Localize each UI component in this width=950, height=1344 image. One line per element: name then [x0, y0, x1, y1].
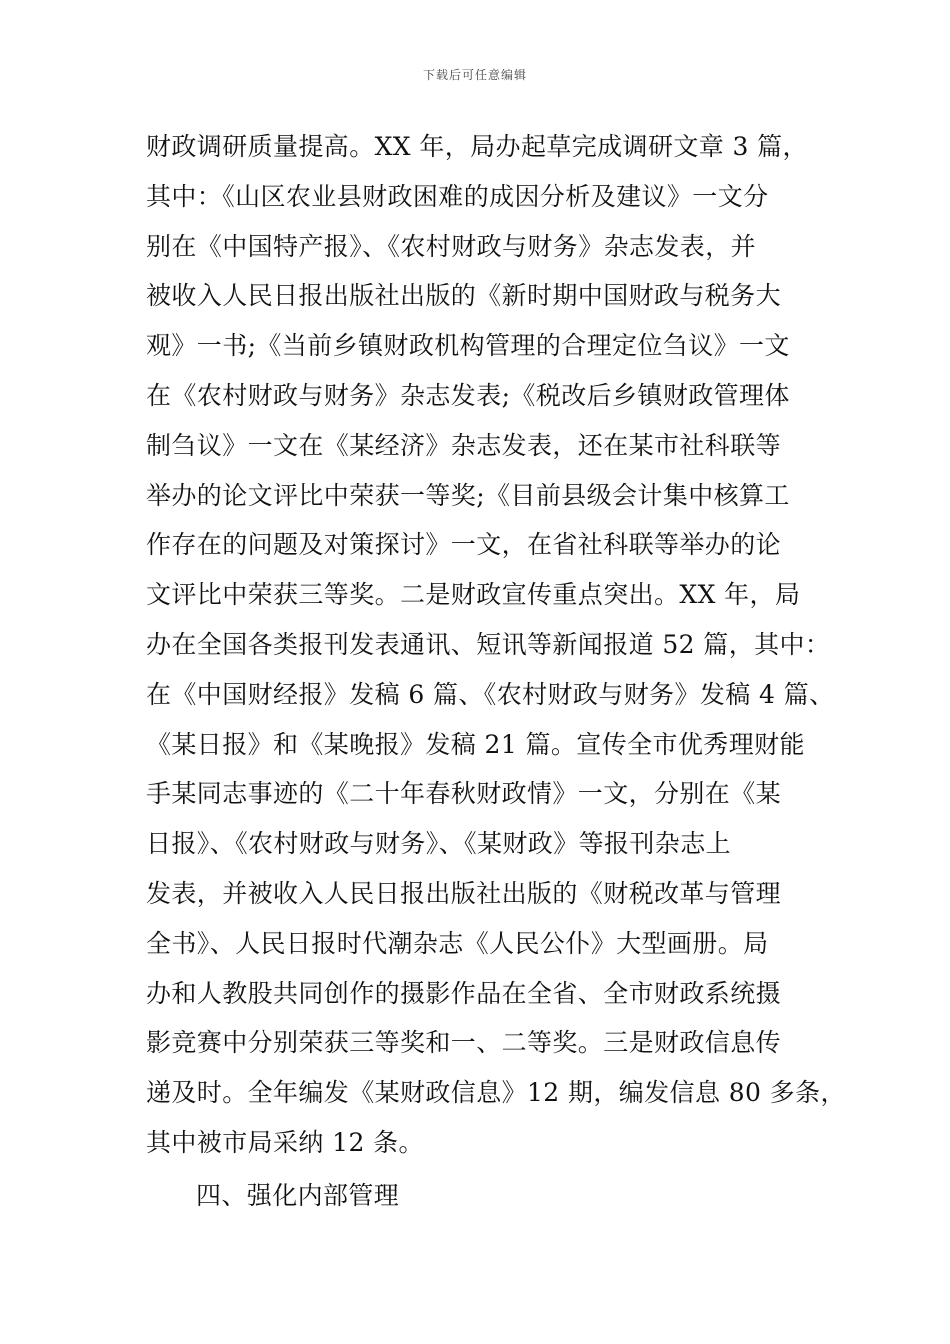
paragraph-line: 财政调研质量提高。XX 年，局办起草完成调研文章 3 篇， — [146, 132, 808, 161]
paragraph-line: 《某日报》和《某晚报》发稿 21 篇。宣传全市优秀理财能 — [146, 729, 805, 759]
paragraph-line: 递及时。全年编发《某财政信息》12 期，编发信息 80 多条， — [146, 1078, 846, 1108]
paragraph-line: 在《农村财政与财务》杂志发表;《税改后乡镇财政管理体 — [146, 380, 790, 410]
paragraph-line: 作存在的问题及对策探讨》一文，在省社科联等举办的论 — [146, 530, 782, 560]
paragraph-line: 手某同志事迹的《二十年春秋财政情》一文，分别在《某 — [146, 779, 782, 809]
paragraph-line: 办和人教股共同创作的摄影作品在全省、全市财政系统摄 — [146, 978, 782, 1008]
paragraph-line: 其中被市局采纳 12 条。 — [146, 1127, 424, 1157]
paragraph-line: 影竞赛中分别荣获三等奖和一、二等奖。三是财政信息传 — [146, 1028, 782, 1058]
paragraph-line: 发表，并被收入人民日报出版社出版的《财税改革与管理 — [146, 878, 782, 908]
paragraph-line: 别在《中国特产报》、《农村财政与财务》杂志发表，并 — [146, 231, 757, 261]
paragraph-line: 其中：《山区农业县财政困难的成因分析及建议》一文分 — [146, 181, 769, 211]
section-heading: 四、强化内部管理 — [196, 1181, 400, 1210]
paragraph-line: 在《中国财经报》发稿 6 篇、《农村财政与财务》发稿 4 篇、 — [146, 679, 835, 709]
paragraph-line: 文评比中荣获三等奖。二是财政宣传重点突出。XX 年，局 — [146, 580, 801, 610]
paragraph-line: 日报》、《农村财政与财务》、《某财政》等报刊杂志上 — [146, 829, 732, 859]
paragraph-line: 全书》、人民日报时代潮杂志《人民公仆》大型画册。局 — [146, 928, 769, 958]
paragraph-line: 被收入人民日报出版社出版的《新时期中国财政与税务大 — [146, 281, 782, 311]
paragraph-line: 办在全国各类报刊发表通讯、短讯等新闻报道 52 篇，其中： — [146, 629, 831, 659]
body-paragraph — [146, 122, 846, 1168]
paragraph-line: 观》一书;《当前乡镇财政机构管理的合理定位刍议》一文 — [146, 331, 790, 361]
paragraph-line: 举办的论文评比中荣获一等奖;《目前县级会计集中核算工 — [146, 480, 790, 510]
paragraph-line: 制刍议》一文在《某经济》杂志发表，还在某市社科联等 — [146, 430, 782, 460]
page-header: 下载后可任意编辑 — [422, 68, 527, 82]
